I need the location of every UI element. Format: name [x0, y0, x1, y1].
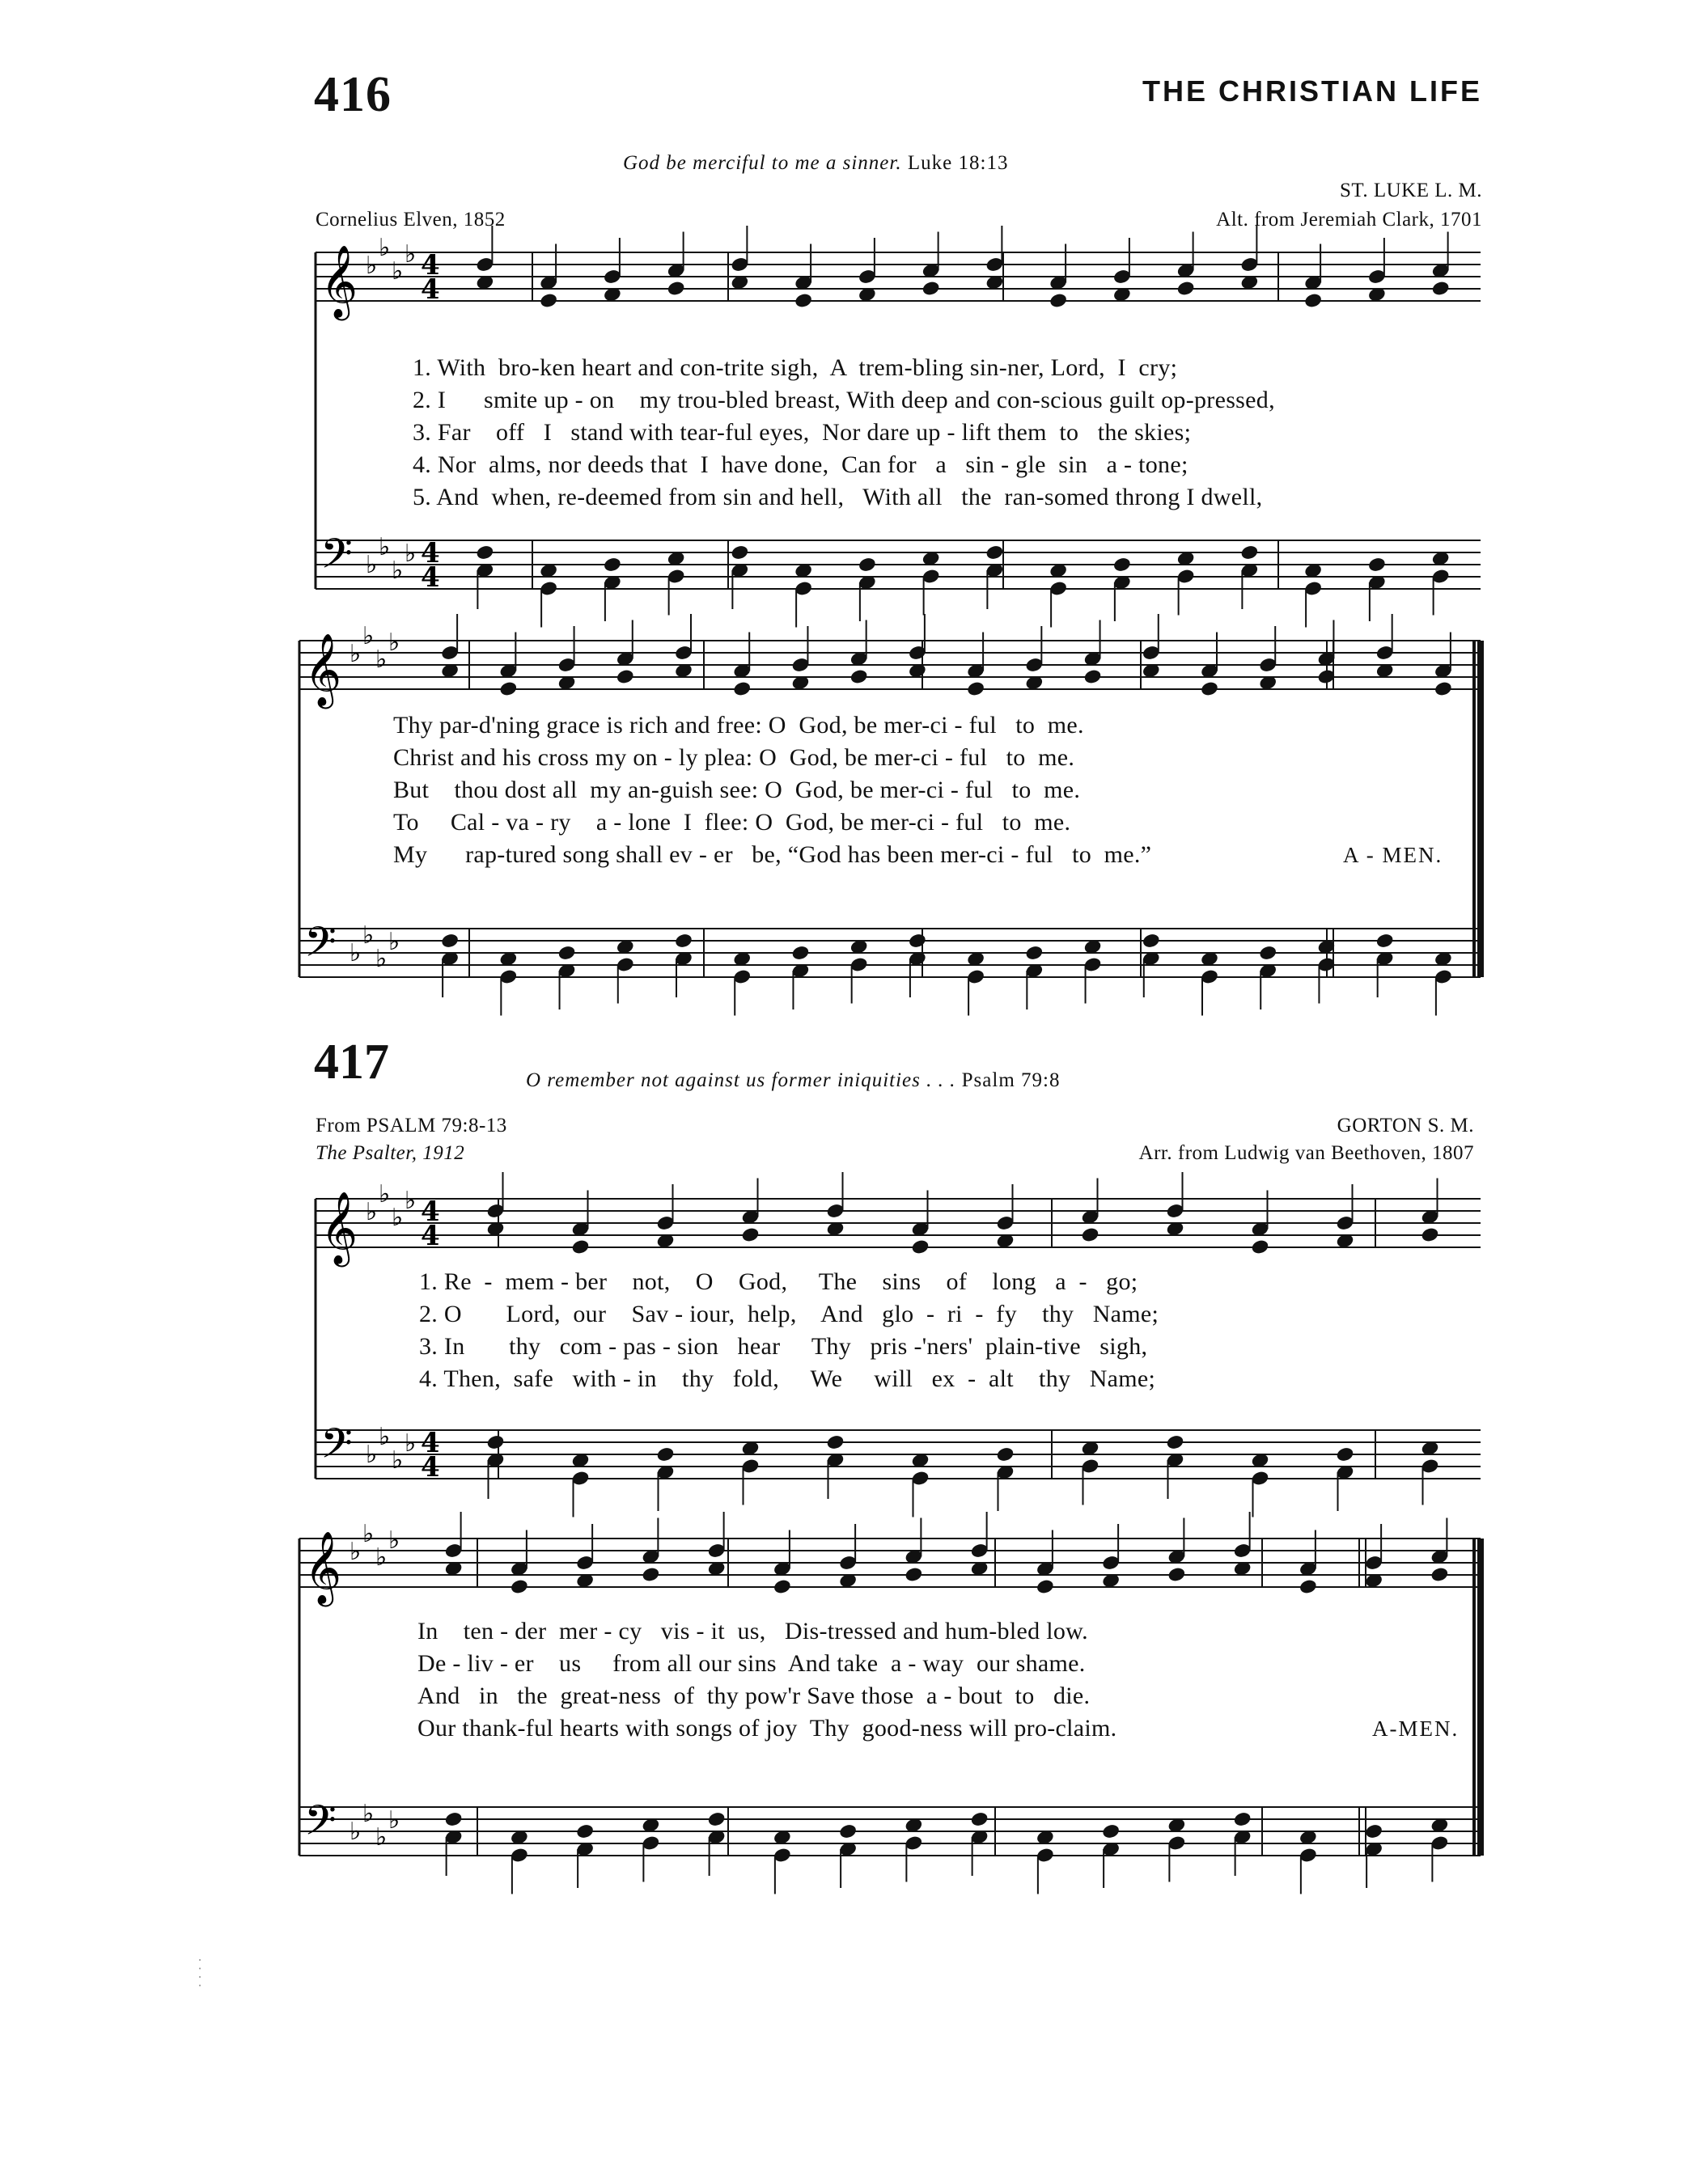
hymn416-verse4-line2: To Cal - va - ry a - lone I flee: O God, be mer-ci - ful to me. [393, 809, 1071, 836]
note-head [575, 1823, 595, 1840]
note-head [773, 1578, 792, 1595]
note-head [603, 557, 622, 574]
hymn416-system2-treble-staff [299, 641, 1481, 689]
note-head [1101, 1823, 1121, 1840]
svg-text:4: 4 [421, 537, 440, 569]
hymn416-verse1-line1: 1. With bro-ken heart and con-trite sigh, A trem-bling sin-ner, Lord, I cry; [413, 354, 1178, 381]
hymn416-system2-bass-staff [299, 929, 1481, 977]
note-head [794, 292, 813, 309]
note-head [1336, 1446, 1355, 1463]
note-head [1112, 557, 1132, 574]
note-head [571, 1238, 591, 1255]
bass-clef-icon: 𝄢 [304, 1796, 337, 1855]
svg-text:4: 4 [421, 273, 440, 306]
note-head [1233, 1811, 1252, 1828]
treble-clef-icon: 𝄞 [320, 245, 358, 318]
note-head [539, 292, 558, 309]
hymn416-motto-ref: Luke 18:13 [907, 152, 1009, 174]
section-title: THE CHRISTIAN LIFE [1142, 74, 1482, 108]
note-head [498, 680, 518, 697]
bass-clef-icon: 𝄢 [304, 917, 337, 976]
svg-text:4: 4 [421, 1196, 440, 1228]
svg-text:♭: ♭ [379, 1180, 391, 1208]
svg-text:♭: ♭ [362, 921, 375, 950]
note-head [985, 544, 1004, 561]
hymn417-verse2-line2: De - liv - er us from all our sins And take a - way our shame. [417, 1650, 1086, 1677]
svg-text:♭: ♭ [379, 533, 391, 561]
hymn417-motto-ref: Psalm 79:8 [961, 1069, 1061, 1091]
note-head [996, 1446, 1015, 1463]
svg-text:♭: ♭ [379, 234, 391, 262]
note-head [656, 1446, 676, 1463]
svg-text:♭: ♭ [350, 939, 362, 967]
note-head [1434, 680, 1453, 697]
svg-text:♭: ♭ [392, 257, 404, 286]
hymn416-motto-text: God be merciful to me a sinner. [623, 152, 902, 174]
page-number: 416 [314, 67, 392, 122]
hymn417-motto-text: O remember not against us former iniquities . . . [526, 1069, 956, 1091]
hymn417-amen: A-MEN. [1372, 1716, 1460, 1741]
svg-text:♭: ♭ [388, 629, 400, 657]
svg-text:♭: ♭ [405, 240, 417, 269]
note-head [510, 1578, 529, 1595]
hymn416-composer: Alt. from Jeremiah Clark, 1701 [1216, 209, 1482, 231]
note-head [1081, 1226, 1100, 1243]
note-head [858, 557, 877, 574]
hymn417-composer: Arr. from Ludwig van Beethoven, 1807 [1138, 1142, 1474, 1164]
hymn417-author: The Psalter, 1912 [316, 1142, 465, 1164]
svg-text:♭: ♭ [366, 1441, 378, 1469]
svg-text:♭: ♭ [350, 1538, 362, 1566]
svg-text:♭: ♭ [375, 945, 388, 973]
note-head [1142, 933, 1161, 950]
note-head [440, 933, 460, 950]
note-head [970, 1811, 989, 1828]
note-head [1167, 1566, 1186, 1583]
note-head [1431, 280, 1451, 297]
hymn417-verse1-line2: In ten - der mer - cy vis - it us, Dis-tressed and hum-bled low. [417, 1618, 1088, 1644]
hymn416-amen: A - MEN. [1343, 843, 1443, 867]
svg-text:♭: ♭ [366, 1198, 378, 1226]
svg-text:♭: ♭ [392, 1446, 404, 1475]
svg-text:4: 4 [421, 249, 440, 281]
svg-text:♭: ♭ [392, 1204, 404, 1232]
hymn416-verse5-line2: My rap-tured song shall ev - er be, “God has been mer-ci - ful to me.” [393, 841, 1152, 868]
hymn417-tune-name: GORTON S. M. [1337, 1115, 1474, 1136]
note-head [674, 933, 693, 950]
hymn417-source: From PSALM 79:8-13 [316, 1115, 507, 1136]
treble-clef-icon: 𝄞 [320, 1191, 358, 1264]
hymn417-motto [526, 1069, 1060, 1092]
note-head [850, 668, 869, 685]
svg-text:♭: ♭ [350, 640, 362, 668]
svg-text:♭: ♭ [405, 540, 417, 568]
hymn416-verse3-line1: 3. Far off I stand with tear-ful eyes, Nor dare up - lift them to the skies; [413, 419, 1192, 446]
note-head [1364, 1823, 1383, 1840]
hymn416-verse5-line1: 5. And when, re-deemed from sin and hell, With all the ran-somed throng I dwell, [413, 484, 1263, 510]
note-head [486, 1434, 506, 1451]
note-head [730, 544, 749, 561]
note-head [1200, 680, 1219, 697]
note-head [1430, 1566, 1449, 1583]
note-head [826, 1434, 845, 1451]
hymn417-verse3-line2: And in the great-ness of thy pow'r Save those a - bout to die. [417, 1682, 1091, 1709]
note-head [557, 945, 577, 962]
note-head [838, 1823, 858, 1840]
treble-clef-icon: 𝄞 [304, 1531, 342, 1604]
svg-text:♭: ♭ [392, 557, 404, 585]
note-head [475, 544, 494, 561]
hymn417-verse3-line1: 3. In thy com - pas - sion hear Thy pris -'ners' plain-tive sigh, [419, 1333, 1148, 1360]
note-head [1251, 1238, 1270, 1255]
margin-marks: · · · · [192, 1958, 208, 1988]
note-head [966, 680, 985, 697]
svg-text:4: 4 [421, 1427, 440, 1459]
note-head [616, 668, 635, 685]
note-head [1299, 1578, 1318, 1595]
bass-clef-icon: 𝄢 [320, 529, 353, 588]
note-head [911, 1238, 930, 1255]
svg-text:♭: ♭ [405, 1429, 417, 1458]
hymn417-system1-bass-staff [316, 1430, 1481, 1479]
svg-text:♭: ♭ [388, 1526, 400, 1555]
note-head [1258, 945, 1277, 962]
svg-text:♭: ♭ [350, 1818, 362, 1846]
svg-text:♭: ♭ [375, 1543, 388, 1572]
svg-text:♭: ♭ [362, 622, 375, 650]
svg-text:♭: ♭ [362, 1800, 375, 1828]
note-head [732, 680, 752, 697]
note-head [1024, 945, 1044, 962]
note-head [1036, 1578, 1055, 1595]
svg-text:♭: ♭ [388, 1806, 400, 1835]
svg-text:♭: ♭ [388, 928, 400, 956]
hymn416-verse1-line2: Thy par-d'ning grace is rich and free: O God, be mer-ci - ful to me. [393, 712, 1084, 739]
svg-text:4: 4 [421, 1220, 440, 1252]
note-head [1375, 933, 1395, 950]
hymn416-verse2-line2: Christ and his cross my on - ly plea: O God, be mer-ci - ful to me. [393, 744, 1075, 771]
note-head [790, 945, 810, 962]
svg-text:♭: ♭ [379, 1423, 391, 1451]
note-head [1367, 557, 1387, 574]
svg-text:♭: ♭ [405, 1187, 417, 1215]
hymn417-verse2-line1: 2. O Lord, our Sav - iour, help, And glo - ri - fy thy Name; [419, 1301, 1159, 1327]
hymn416-tune-name: ST. LUKE L. M. [1340, 180, 1482, 201]
hymn416-verse3-line2: But thou dost all my an-guish see: O God, be mer-ci - ful to me. [393, 777, 1081, 803]
note-head [444, 1811, 464, 1828]
hymn417-verse4-line2: Our thank-ful hearts with songs of joy Thy good-ness will pro-claim. [417, 1715, 1117, 1742]
svg-text:♭: ♭ [366, 551, 378, 579]
hymn416-author: Cornelius Elven, 1852 [316, 209, 506, 231]
hymn416-verse2-line1: 2. I smite up - on my trou-bled breast, With deep and con-scious guilt op-pressed, [413, 387, 1275, 413]
hymn416-verse4-line1: 4. Nor alms, nor deeds that I have done, Can for a sin - gle sin a - tone; [413, 451, 1188, 478]
note-head [1166, 1434, 1185, 1451]
bass-clef-icon: 𝄢 [320, 1419, 353, 1478]
note-head [1239, 544, 1259, 561]
note-head [1176, 280, 1196, 297]
note-head [1303, 292, 1323, 309]
hymn417-verse4-line1: 4. Then, safe with - in thy fold, We will ex - alt thy Name; [419, 1365, 1156, 1392]
note-head [707, 1811, 727, 1828]
note-head [922, 280, 941, 297]
note-head [741, 1226, 761, 1243]
hymn417-verse1-line1: 1. Re - mem - ber not, O God, The sins of long a - go; [419, 1268, 1138, 1295]
svg-text:♭: ♭ [375, 1823, 388, 1852]
svg-text:♭: ♭ [375, 645, 388, 674]
hymn417-number: 417 [314, 1035, 389, 1090]
note-head [1421, 1226, 1440, 1243]
note-head [641, 1566, 660, 1583]
svg-text:4: 4 [421, 1451, 440, 1484]
svg-text:♭: ♭ [366, 252, 378, 280]
note-head [1049, 292, 1068, 309]
note-head [904, 1566, 923, 1583]
hymn417-system1-treble-staff [316, 1199, 1481, 1247]
note-head [1083, 668, 1103, 685]
svg-text:♭: ♭ [362, 1520, 375, 1548]
note-head [908, 933, 927, 950]
treble-clef-icon: 𝄞 [304, 633, 342, 706]
note-head [667, 280, 686, 297]
svg-text:4: 4 [421, 561, 440, 594]
